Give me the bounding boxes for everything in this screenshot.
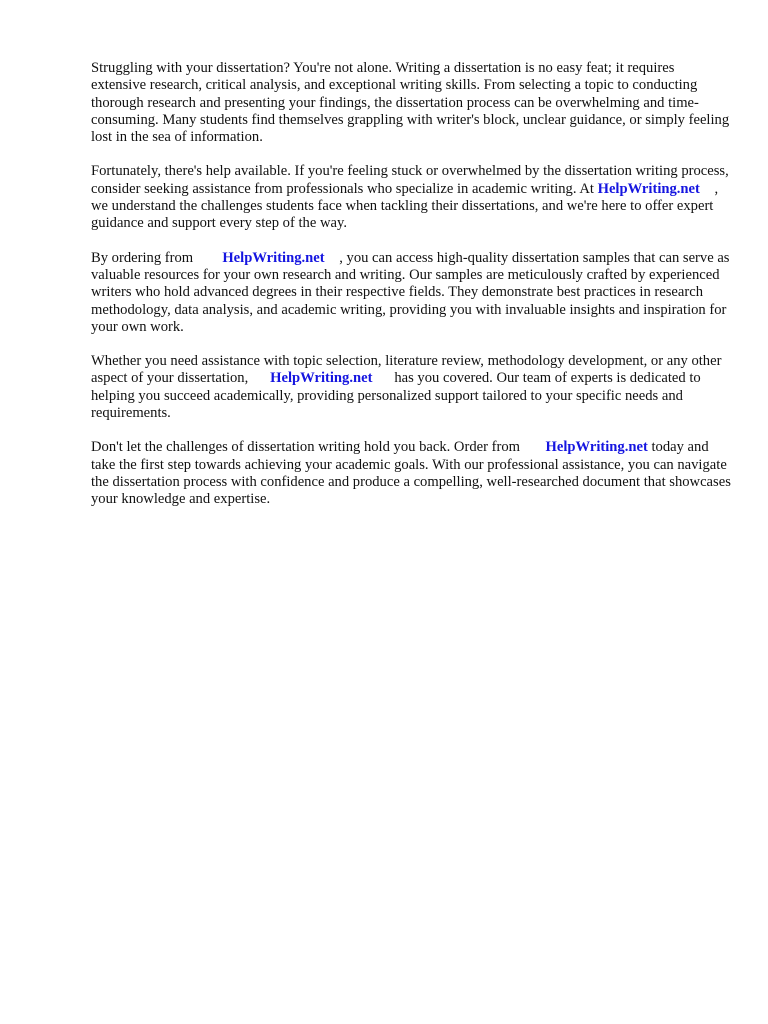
paragraph-text-after: today and take the first step towards achieving your academic goals. With our professional assistance, you can navigate the dissertation process with confidence and produce a compelling, well-researched document that showcases your knowledge and expertise. xyxy=(91,439,731,508)
paragraph-text-before: Don't let the challenges of dissertation writing hold you back. Order from xyxy=(91,439,520,456)
paragraph-text-after: , we understand the challenges students face when tackling their dissertations, and we're here to offer expert guidance and support every step of the way. xyxy=(91,180,719,232)
paragraph-intro xyxy=(91,60,731,146)
paragraph-text: Struggling with your dissertation? You're not alone. Writing a dissertation is no easy feat; it requires extensive research, critical analysis, and exceptional writing skills. From selecting a topic to conducting thorough research and presenting your findings, the dissertation process can be overwhelming and time-consuming. Many students find themselves grappling with writer's block, unclear guidance, or simply feeling lost in the sea of information. xyxy=(91,60,730,146)
paragraph-text-before: By ordering from xyxy=(91,249,194,266)
paragraph-help-available xyxy=(91,163,731,232)
paragraph-text-after: has you covered. Our team of experts is dedicated to helping you succeed academically, providing personalized support tailored to your specific needs and requirements. xyxy=(91,370,701,422)
helpwriting-link[interactable]: HelpWriting.net xyxy=(545,439,648,456)
paragraph-assistance xyxy=(91,353,731,422)
paragraph-text-before: Fortunately, there's help available. If you're feeling stuck or overwhelmed by the dissertation writing process, consider seeking assistance from professionals who specialize in academic writing. At xyxy=(91,163,729,197)
paragraph-ordering xyxy=(91,250,731,336)
paragraph-text-before: Whether you need assistance with topic selection, literature review, methodology development, or any other aspect of your dissertation, xyxy=(91,353,722,387)
helpwriting-link[interactable]: HelpWriting.net xyxy=(222,249,325,266)
paragraph-call-to-action xyxy=(91,439,731,508)
helpwriting-link[interactable]: HelpWriting.net xyxy=(597,180,700,197)
document-page xyxy=(91,60,731,526)
helpwriting-link[interactable]: HelpWriting.net xyxy=(270,370,373,387)
paragraph-text-after: , you can access high-quality dissertation samples that can serve as valuable resources for your own research and writing. Our samples are meticulously crafted by experienced writers who hold advanced degrees in their respective fields. They demonstrate best practices in research methodology, data analysis, and academic writing, providing you with invaluable insights and inspiration for your own work. xyxy=(91,249,730,335)
